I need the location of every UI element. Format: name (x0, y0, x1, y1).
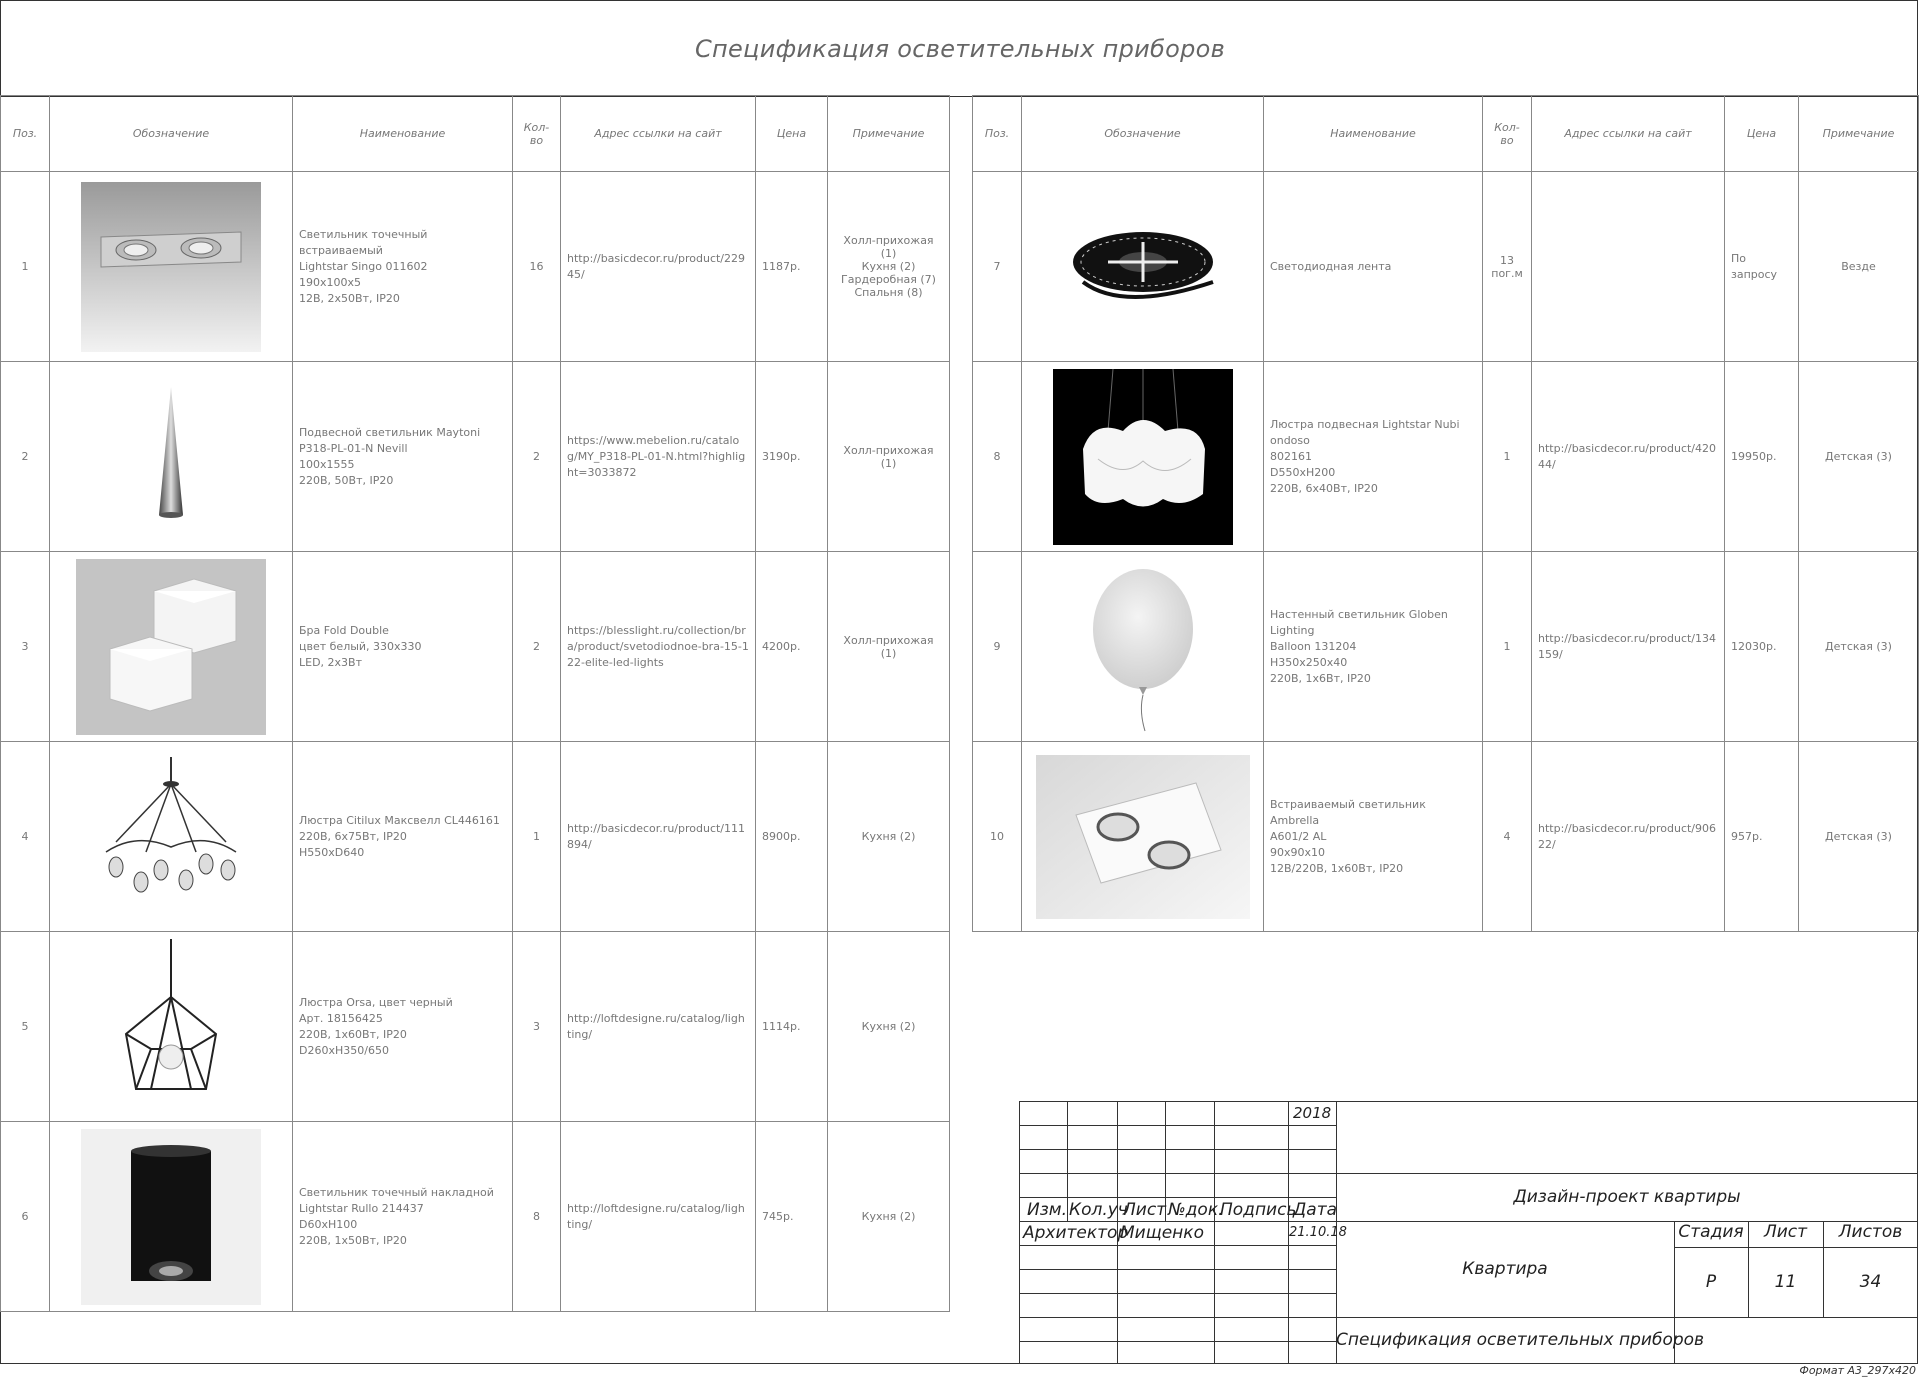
designation-cell (50, 742, 293, 932)
table-row (1, 1122, 950, 1312)
stamp-sheet-title: Спецификация осветительных приборов (1336, 1330, 1705, 1350)
stamp-list: 11 (1774, 1272, 1797, 1292)
cloud-chandelier-image (1028, 367, 1257, 547)
format-label: Формат А3_297x420 (1799, 1364, 1916, 1377)
table-row (1, 172, 950, 362)
price-cell: 19950р. (1725, 362, 1799, 552)
qty-cell: 2 (513, 362, 561, 552)
qty-cell: 16 (513, 172, 561, 362)
cone-pendant-lamp-image (56, 367, 286, 547)
stamp-date: 21.10.18 (1289, 1225, 1347, 1240)
note-cell: Везде (1799, 172, 1919, 362)
url-link[interactable]: http://basicdecor.ru/product/111894/ (561, 742, 756, 932)
stamp-lists: 34 (1859, 1272, 1882, 1292)
pos-cell: 2 (1, 362, 50, 552)
name-cell: Светильник точечный накладной Lightstar Rullo 214437 D60xH100 220В, 1x50Вт, IP20 (293, 1122, 513, 1312)
designation-cell (50, 362, 293, 552)
note-cell: Кухня (2) (828, 1122, 950, 1312)
pos-cell: 6 (1, 1122, 50, 1312)
header-designation: Обозначение (50, 96, 293, 172)
header-url: Адрес ссылки на сайт (561, 96, 756, 172)
url-link[interactable]: http://loftdesigne.ru/catalog/lighting/ (561, 932, 756, 1122)
designation-cell (50, 932, 293, 1122)
qty-cell: 8 (513, 1122, 561, 1312)
stamp-header-data: Дата (1293, 1200, 1338, 1220)
price-cell: 745р. (756, 1122, 828, 1312)
url-link[interactable] (1532, 172, 1725, 362)
designation-cell (50, 1122, 293, 1312)
name-cell: Настенный светильник Globen Lighting Balloon 131204 H350x250x40 220В, 1х6Вт, IP20 (1264, 552, 1483, 742)
note-cell: Холл-прихожая (1) (828, 362, 950, 552)
price-cell: 3190р. (756, 362, 828, 552)
qty-cell: 13 пог.м (1483, 172, 1532, 362)
stamp-project: Дизайн-проект квартиры (1513, 1187, 1741, 1207)
price-cell: 12030р. (1725, 552, 1799, 742)
table-row (973, 362, 1919, 552)
note-cell: Холл-прихожая (1) (828, 552, 950, 742)
name-cell: Люстра Orsa, цвет черный Арт. 18156425 220В, 1x60Вт, IP20 D260xH350/650 (293, 932, 513, 1122)
header-note: Примечание (1799, 96, 1919, 172)
note-cell: Детская (3) (1799, 552, 1919, 742)
price-cell: 4200р. (756, 552, 828, 742)
stamp-person: Мищенко (1120, 1223, 1204, 1243)
name-cell: Светильник точечный встраиваемый Lightstar Singo 011602 190x100x5 12В, 2х50Вт, IP20 (293, 172, 513, 362)
stamp-header-podpis: Подпись (1220, 1200, 1297, 1220)
spec-table-right (972, 95, 1919, 932)
pos-cell: 4 (1, 742, 50, 932)
pos-cell: 8 (973, 362, 1022, 552)
page-title: Спецификация осветительных приборов (1, 1, 1919, 97)
qty-cell: 3 (513, 932, 561, 1122)
header-pos: Поз. (1, 96, 50, 172)
qty-cell: 4 (1483, 742, 1532, 932)
header-name: Наименование (1264, 96, 1483, 172)
chain-chandelier-image (56, 747, 286, 927)
designation-cell (50, 172, 293, 362)
header-note: Примечание (828, 96, 950, 172)
recessed-double-spotlight-image (56, 177, 286, 357)
table-row (973, 172, 1919, 362)
qty-cell: 1 (1483, 362, 1532, 552)
stamp-list-label: Лист (1763, 1222, 1808, 1242)
cube-wall-sconce-image (56, 557, 286, 737)
price-cell: 1187р. (756, 172, 828, 362)
header-designation: Обозначение (1022, 96, 1264, 172)
header-url: Адрес ссылки на сайт (1532, 96, 1725, 172)
price-cell: По запросу (1725, 172, 1799, 362)
price-cell: 1114р. (756, 932, 828, 1122)
url-link[interactable]: http://loftdesigne.ru/catalog/lighting/ (561, 1122, 756, 1312)
qty-cell: 2 (513, 552, 561, 742)
pos-cell: 10 (973, 742, 1022, 932)
table-row (1, 742, 950, 932)
table-row (973, 742, 1919, 932)
table-row (973, 552, 1919, 742)
qty-cell: 1 (1483, 552, 1532, 742)
led-strip-reel-image (1028, 177, 1257, 357)
note-cell: Кухня (2) (828, 742, 950, 932)
note-cell: Детская (3) (1799, 742, 1919, 932)
table-header-row (1, 96, 950, 172)
pos-cell: 3 (1, 552, 50, 742)
header-name: Наименование (293, 96, 513, 172)
recessed-double-spotlight-white-image (1028, 747, 1257, 927)
designation-cell (1022, 362, 1264, 552)
balloon-wall-lamp-image (1028, 557, 1257, 737)
stamp-header-list: Лист (1123, 1200, 1167, 1220)
table-row (1, 932, 950, 1122)
stamp-header-izm: Изм. (1027, 1200, 1067, 1220)
url-link[interactable]: https://blesslight.ru/collection/bra/product/svetodiodnoe-bra-15-122-elite-led-lights (561, 552, 756, 742)
table-row (1, 552, 950, 742)
pos-cell: 9 (973, 552, 1022, 742)
name-cell: Светодиодная лента (1264, 172, 1483, 362)
stamp-header-ndok: №док. (1168, 1200, 1224, 1220)
name-cell: Подвесной светильник Maytoni P318-PL-01-N Nevill 100x1555 220В, 50Вт, IP20 (293, 362, 513, 552)
name-cell: Люстра Citilux Максвелл CL446161 220В, 6x75Вт, IP20 H550xD640 (293, 742, 513, 932)
header-pos: Поз. (973, 96, 1022, 172)
designation-cell (50, 552, 293, 742)
note-cell: Холл-прихожая (1) Кухня (2) Гардеробная (7) Спальня (8) (828, 172, 950, 362)
note-cell: Детская (3) (1799, 362, 1919, 552)
header-qty: Кол-во (513, 96, 561, 172)
header-qty: Кол-во (1483, 96, 1532, 172)
stamp-header-koluch: Кол.уч (1069, 1200, 1128, 1220)
black-cylinder-spotlight-image (56, 1127, 286, 1307)
pos-cell: 7 (973, 172, 1022, 362)
designation-cell (1022, 172, 1264, 362)
header-price: Цена (1725, 96, 1799, 172)
qty-cell: 1 (513, 742, 561, 932)
stamp-object: Квартира (1462, 1259, 1548, 1279)
url-link[interactable]: https://www.mebelion.ru/catalog/MY_P318-PL-01-N.html?highlight=3033872 (561, 362, 756, 552)
stamp-stage: Р (1705, 1272, 1717, 1292)
url-link[interactable]: http://basicdecor.ru/product/134159/ (1532, 552, 1725, 742)
name-cell: Встраиваемый светильник Ambrella A601/2 AL 90x90x10 12В/220В, 1х60Вт, IP20 (1264, 742, 1483, 932)
stamp-stage-label: Стадия (1678, 1222, 1744, 1242)
designation-cell (1022, 742, 1264, 932)
note-cell: Кухня (2) (828, 932, 950, 1122)
name-cell: Бра Fold Double цвет белый, 330x330 LED, 2x3Вт (293, 552, 513, 742)
table-row (1, 362, 950, 552)
table-header-row (973, 96, 1919, 172)
price-cell: 8900р. (756, 742, 828, 932)
designation-cell (1022, 552, 1264, 742)
spec-table-left (0, 95, 950, 1312)
name-cell: Люстра подвесная Lightstar Nubi ondoso 802161 D550xH200 220В, 6х40Вт, IP20 (1264, 362, 1483, 552)
url-link[interactable]: http://basicdecor.ru/product/22945/ (561, 172, 756, 362)
pos-cell: 5 (1, 932, 50, 1122)
stamp-role: Архитектор (1023, 1223, 1129, 1243)
url-link[interactable]: http://basicdecor.ru/product/90622/ (1532, 742, 1725, 932)
stamp-lists-label: Листов (1838, 1222, 1903, 1242)
wire-cage-pendant-image (56, 937, 286, 1117)
title-block (1019, 1101, 1918, 1364)
url-link[interactable]: http://basicdecor.ru/product/42044/ (1532, 362, 1725, 552)
header-price: Цена (756, 96, 828, 172)
price-cell: 957р. (1725, 742, 1799, 932)
pos-cell: 1 (1, 172, 50, 362)
stamp-year: 2018 (1293, 1104, 1332, 1122)
